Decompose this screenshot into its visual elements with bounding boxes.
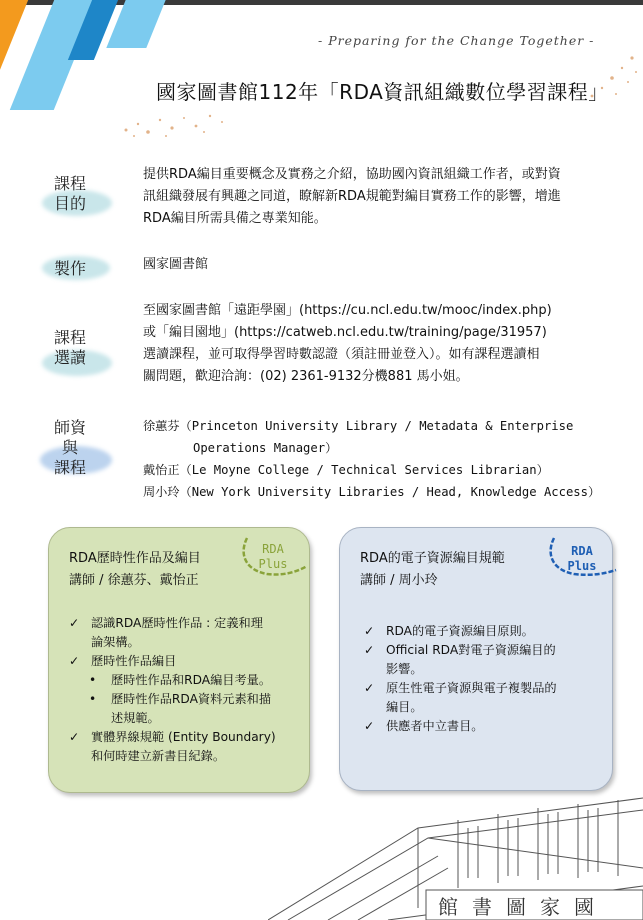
list-item: ✓ 實體界線規範 (Entity Boundary)	[67, 728, 297, 747]
rda-plus-badge: RDA Plus	[554, 544, 610, 574]
building-sign-text: 館書圖家國	[438, 895, 608, 919]
instructors-text: 徐蕙芬（Princeton University Library / Metadata & Enterprise Operations Manager） 戴怡正（Le Moyne College / Technical Services Librarian） 周小玲（New York University Libraries / Head, Knowledge Access）	[143, 419, 601, 499]
course-card-right	[339, 527, 613, 791]
library-building-illustration	[268, 768, 643, 920]
list-item: 影響。	[386, 662, 423, 676]
course-instructor: 講師 / 徐蕙芬、戴怡正	[69, 573, 199, 588]
page-title: 國家圖書館112年「RDA資訊組織數位學習課程」	[156, 80, 609, 104]
list-item: ✓ Official RDA對電子資源編目的	[362, 641, 602, 660]
enrollment-label: 課程 選讀	[53, 328, 86, 367]
list-item: 和何時建立新書目紀錄。	[91, 749, 226, 763]
course-card-left	[48, 527, 310, 793]
purpose-label: 課程 目的	[53, 174, 86, 213]
tagline: - Preparing for the Change Together -	[318, 33, 595, 48]
purpose-text: 提供RDA編目重要概念及實務之介紹，協助國內資訊組織工作者，或對資 訊組織發展有興趣之同道，瞭解新RDA規範對編目實務工作的影響，增進 RDA編目所需具備之專業知能。	[143, 167, 561, 226]
list-item: 述規範。	[111, 711, 160, 725]
course-instructor: 講師 / 周小玲	[360, 573, 438, 588]
list-item: ✓ RDA的電子資源編目原則。	[362, 622, 602, 641]
badge-arc-icon	[546, 534, 618, 584]
list-item: • 歷時性作品和RDA編目考量。	[67, 671, 297, 690]
course-title: RDA的電子資源編目規範	[360, 551, 505, 566]
list-item: 論架構。	[91, 635, 140, 649]
list-item: • 歷時性作品RDA資料元素和描	[67, 690, 297, 709]
producer-text: 國家圖書館	[143, 257, 209, 272]
rda-plus-badge: RDA Plus	[245, 542, 301, 572]
sparkle-decoration-left	[118, 106, 248, 140]
producer-label: 製作	[53, 259, 86, 278]
list-item: 編目。	[386, 700, 423, 714]
enrollment-text: 至國家圖書館「遠距學園」(https://cu.ncl.edu.tw/mooc/index.php) 或「編目園地」(https://catweb.ncl.edu.tw/training/page/31957) 選讀課程，並可取得學習時數認證（須註冊並登入）。如有課程選讀相 關問題，歡迎洽詢：(02) 2361-9132分機881 馬小姐。	[143, 303, 552, 384]
badge-arc-icon	[237, 532, 309, 582]
list-item: ✓ 歷時性作品編目	[67, 652, 297, 671]
instructors-label: 師資 與 課程	[53, 418, 86, 477]
list-item: ✓ 原生性電子資源與電子複製品的	[362, 679, 602, 698]
course-topics-right	[362, 622, 602, 736]
list-item: ✓ 供應者中立書目。	[362, 717, 602, 736]
course-title: RDA歷時性作品及編目	[69, 551, 201, 566]
list-item: ✓ 認識RDA歷時性作品 : 定義和理	[67, 614, 297, 633]
course-topics-left	[67, 614, 297, 766]
